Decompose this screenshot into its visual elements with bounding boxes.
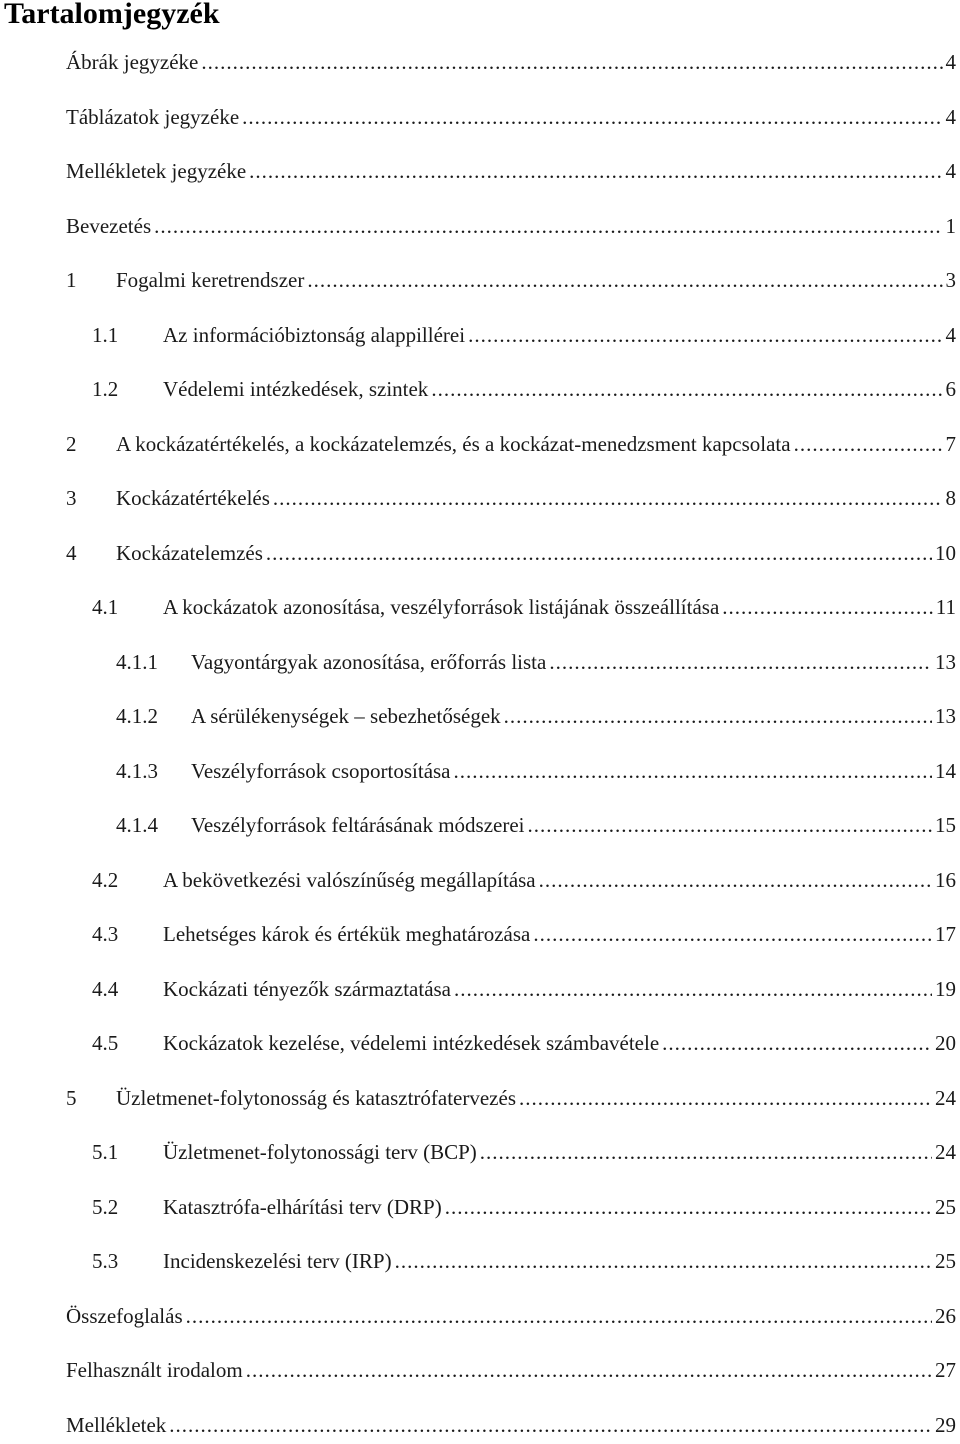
toc-entry[interactable] xyxy=(66,426,960,462)
toc-entry-number: 4.1.4 xyxy=(116,813,158,837)
toc-dot-leader xyxy=(539,862,932,898)
toc-entry[interactable] xyxy=(92,971,960,1007)
toc-entry-number: 5.1 xyxy=(92,1140,119,1164)
toc-dot-leader xyxy=(154,208,942,244)
toc-entry-page-number: 1 xyxy=(945,213,956,238)
toc-dot-leader xyxy=(169,1407,932,1443)
toc-dot-leader xyxy=(504,698,932,734)
toc-entry-title: Üzletmenet-folytonosság és katasztrófatervezés xyxy=(116,1085,516,1110)
toc-dot-leader xyxy=(445,1189,932,1225)
toc-entry[interactable] xyxy=(66,208,960,244)
toc-entry[interactable] xyxy=(116,644,960,680)
toc-entry[interactable] xyxy=(66,1298,960,1334)
toc-entry-page-number: 13 xyxy=(935,649,956,674)
toc-entry-page-number: 24 xyxy=(935,1085,956,1110)
toc-entry-number: 4 xyxy=(66,540,77,565)
toc-entry-page-number: 25 xyxy=(935,1194,956,1219)
toc-dot-leader xyxy=(266,535,932,571)
toc-entry-number: 1.1 xyxy=(92,322,119,347)
toc-entry-page-number: 10 xyxy=(935,540,956,565)
toc-entry[interactable] xyxy=(66,1352,960,1388)
toc-entry-title: A kockázatok azonosítása, veszélyforrások listájának összeállítása xyxy=(163,595,720,619)
toc-entry-number: 5 xyxy=(66,1085,77,1110)
toc-entry-number: 4.1 xyxy=(92,595,119,619)
toc-entry-page-number: 4 xyxy=(945,50,956,74)
toc-entry-number: 4.3 xyxy=(92,922,119,946)
toc-entry[interactable] xyxy=(92,1189,960,1225)
toc-entry-page-number: 29 xyxy=(935,1412,956,1437)
toc-entry-title: Összefoglalás xyxy=(66,1303,183,1328)
toc-entry-number: 5.3 xyxy=(92,1249,119,1273)
toc-dot-leader xyxy=(273,480,943,516)
toc-entry-page-number: 26 xyxy=(935,1303,956,1328)
toc-entry-title: Lehetséges károk és értékük meghatározása xyxy=(163,922,531,946)
toc-dot-leader xyxy=(186,1298,932,1334)
toc-entry[interactable] xyxy=(92,589,960,625)
toc-entry-number: 3 xyxy=(66,486,77,510)
toc-entry[interactable] xyxy=(92,371,960,407)
toc-entry[interactable] xyxy=(66,480,960,516)
toc-entry-title: Kockázati tényezők származtatása xyxy=(163,976,452,1001)
toc-dot-leader xyxy=(242,99,942,135)
toc-entry-title: Mellékletek jegyzéke xyxy=(66,159,247,183)
toc-dot-leader xyxy=(201,44,942,80)
toc-dot-leader xyxy=(431,371,942,407)
toc-dot-leader xyxy=(519,1080,932,1116)
toc-entry-number: 4.4 xyxy=(92,976,119,1001)
toc-entry[interactable] xyxy=(66,99,960,135)
toc-dot-leader xyxy=(246,1352,932,1388)
toc-dot-leader xyxy=(528,807,932,843)
toc-entry-number: 2 xyxy=(66,431,77,456)
toc-entry-title: Kockázatelemzés xyxy=(116,540,263,565)
toc-entry[interactable] xyxy=(92,1243,960,1279)
toc-entry-number: 4.5 xyxy=(92,1031,119,1055)
toc-entry-page-number: 20 xyxy=(935,1031,956,1055)
toc-entry-title: A sérülékenységek – sebezhetőségek xyxy=(191,704,501,728)
toc-dot-leader xyxy=(307,262,942,298)
toc-entry-page-number: 15 xyxy=(935,813,956,837)
toc-entry-title: Mellékletek xyxy=(66,1412,167,1437)
toc-entry-page-number: 6 xyxy=(945,377,956,401)
toc-entry-title: Kockázatok kezelése, védelemi intézkedések számbavétele xyxy=(163,1031,660,1055)
toc-entry-title: A kockázatértékelés, a kockázatelemzés, és a kockázat-menedzsment kapcsolata xyxy=(116,431,791,456)
toc-entry[interactable] xyxy=(116,753,960,789)
toc-entry-title: Az információbiztonság alappillérei xyxy=(163,322,466,347)
toc-entry-page-number: 27 xyxy=(935,1358,956,1382)
toc-entry-page-number: 11 xyxy=(935,595,956,619)
toc-entry[interactable] xyxy=(66,262,960,298)
toc-entry-page-number: 4 xyxy=(945,159,956,183)
toc-entry-page-number: 25 xyxy=(935,1249,956,1273)
toc-entry[interactable] xyxy=(92,862,960,898)
toc-entry[interactable] xyxy=(66,1080,960,1116)
toc-entry-page-number: 14 xyxy=(935,758,956,783)
toc-entry-title: A bekövetkezési valószínűség megállapítása xyxy=(163,867,536,892)
toc-entry-title: Felhasznált irodalom xyxy=(66,1358,243,1382)
toc-entry-number: 1 xyxy=(66,268,77,292)
toc-entry-title: Veszélyforrások csoportosítása xyxy=(191,758,451,783)
toc-dot-leader xyxy=(794,426,943,462)
toc-entry-number: 4.1.2 xyxy=(116,704,158,728)
toc-dot-leader xyxy=(454,753,932,789)
toc-entry[interactable] xyxy=(66,153,960,189)
toc-entry-number: 4.1.3 xyxy=(116,758,158,783)
toc-entry-title: Táblázatok jegyzéke xyxy=(66,104,240,129)
toc-entry-page-number: 3 xyxy=(945,268,956,292)
toc-entry-page-number: 16 xyxy=(935,867,956,892)
toc-entry-page-number: 4 xyxy=(945,104,956,129)
toc-entry[interactable] xyxy=(116,807,960,843)
toc-entry-number: 5.2 xyxy=(92,1194,119,1219)
toc-entry-page-number: 7 xyxy=(945,431,956,456)
toc-entry-title: Védelemi intézkedések, szintek xyxy=(163,377,429,401)
toc-entry-number: 4.1.1 xyxy=(116,649,158,674)
toc-entry[interactable] xyxy=(66,535,960,571)
toc-dot-leader xyxy=(662,1025,932,1061)
toc-dot-leader xyxy=(454,971,932,1007)
toc-dot-leader xyxy=(468,317,942,353)
toc-dot-leader xyxy=(395,1243,932,1279)
toc-entry-page-number: 4 xyxy=(945,322,956,347)
toc-entry-title: Veszélyforrások feltárásának módszerei xyxy=(191,813,525,837)
toc-dot-leader xyxy=(722,589,932,625)
toc-entry-title: Katasztrófa-elhárítási terv (DRP) xyxy=(163,1194,442,1219)
toc-entry-number: 4.2 xyxy=(92,867,119,892)
toc-entry-page-number: 13 xyxy=(935,704,956,728)
toc-entry[interactable] xyxy=(92,317,960,353)
toc-entry[interactable] xyxy=(116,698,960,734)
toc-entry[interactable] xyxy=(66,1407,960,1443)
toc-entry-page-number: 24 xyxy=(935,1140,956,1164)
toc-dot-leader xyxy=(249,153,942,189)
toc-entry-title: Üzletmenet-folytonossági terv (BCP) xyxy=(163,1140,477,1164)
toc-entry-title: Fogalmi keretrendszer xyxy=(116,268,305,292)
toc-dot-leader xyxy=(533,916,932,952)
toc-entry[interactable] xyxy=(92,1134,960,1170)
page-title: Tartalomjegyzék xyxy=(4,0,220,30)
toc-entry-title: Kockázatértékelés xyxy=(116,486,270,510)
toc-entry[interactable] xyxy=(66,44,960,80)
toc-dot-leader xyxy=(549,644,932,680)
toc-entry[interactable] xyxy=(92,916,960,952)
toc-entry[interactable] xyxy=(92,1025,960,1061)
toc-entry-title: Incidenskezelési terv (IRP) xyxy=(163,1249,392,1273)
toc-entry-title: Bevezetés xyxy=(66,213,152,238)
toc-dot-leader xyxy=(480,1134,932,1170)
toc-entry-page-number: 19 xyxy=(935,976,956,1001)
toc-entry-title: Ábrák jegyzéke xyxy=(66,50,199,74)
toc-entry-title: Vagyontárgyak azonosítása, erőforrás lista xyxy=(191,649,547,674)
toc-entry-number: 1.2 xyxy=(92,377,119,401)
toc-entry-page-number: 17 xyxy=(935,922,956,946)
toc-entry-page-number: 8 xyxy=(945,486,956,510)
